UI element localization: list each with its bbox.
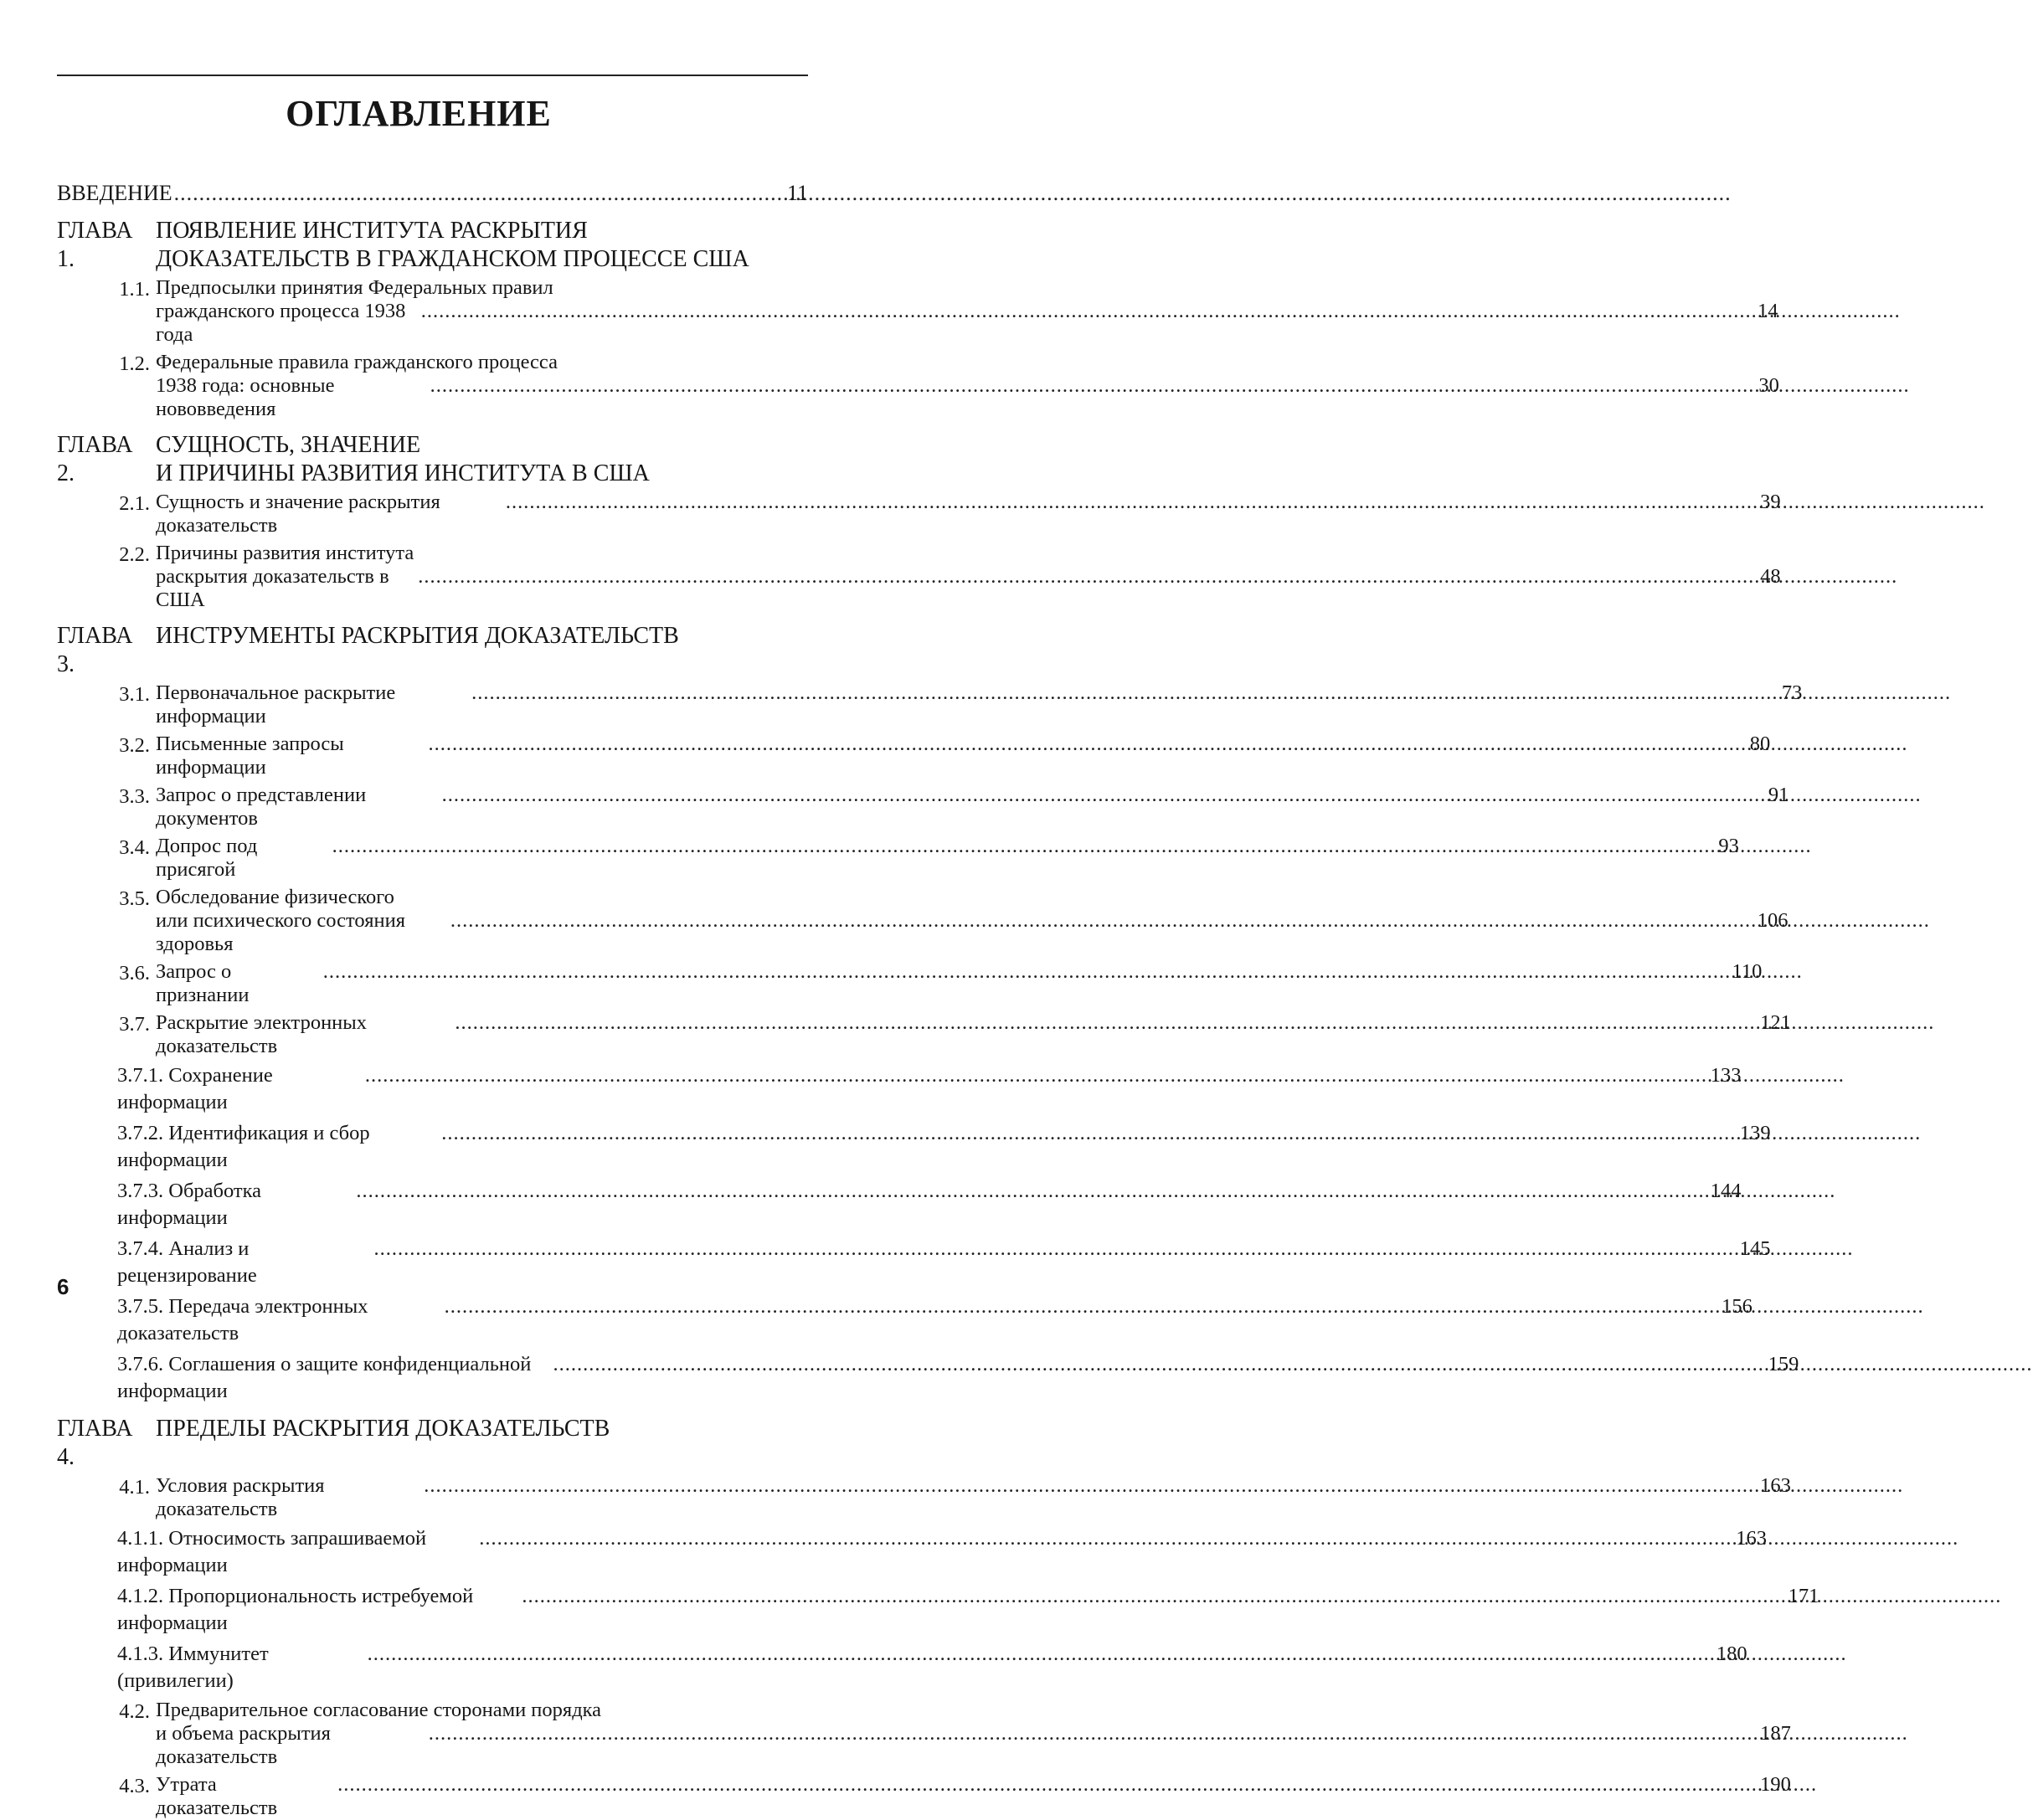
toc-item-body bbox=[156, 491, 1781, 537]
toc-item-text: Утрата доказательств bbox=[156, 1773, 278, 1819]
toc-item-text: Раскрытие электронных доказательств bbox=[156, 1011, 367, 1057]
toc-item-number: 3.4. bbox=[119, 836, 150, 859]
toc-item-text: 1938 года: основные нововведения bbox=[156, 374, 335, 420]
toc-item-page: 110 bbox=[1732, 960, 1763, 983]
toc-item bbox=[57, 542, 1781, 612]
toc-item-number: 3.3. bbox=[119, 785, 150, 808]
chapter-heading bbox=[57, 431, 808, 488]
chapter-title bbox=[156, 1415, 808, 1472]
toc-item-body bbox=[156, 681, 1802, 728]
toc-item-body bbox=[156, 1699, 1791, 1769]
toc-item bbox=[57, 491, 1781, 537]
toc-item-line bbox=[156, 1722, 1791, 1769]
toc-item bbox=[57, 351, 1779, 421]
toc-item-text: гражданского процесса 1938 года bbox=[156, 300, 406, 346]
toc-item-page: 80 bbox=[1749, 733, 1771, 755]
toc-subitem-page: 180 bbox=[1716, 1643, 1747, 1665]
toc-item-text: Обследование физического bbox=[156, 886, 394, 908]
toc-subitem-text: 3.7.2. Идентификация и сбор информации bbox=[117, 1122, 370, 1171]
toc-item-page: 106 bbox=[1757, 909, 1789, 932]
toc-item-line bbox=[156, 960, 1762, 1007]
header-rule bbox=[57, 75, 808, 76]
toc-subitem-line bbox=[117, 1293, 1752, 1347]
toc-subitem bbox=[57, 1236, 1771, 1289]
toc-item-page: 93 bbox=[1718, 835, 1739, 857]
toc-item-text: Письменные запросы информации bbox=[156, 733, 344, 779]
chapter-title-line: ДОКАЗАТЕЛЬСТВ В ГРАЖДАНСКОМ ПРОЦЕССЕ США bbox=[156, 246, 749, 272]
chapter-title-line: И ПРИЧИНЫ РАЗВИТИЯ ИНСТИТУТА В США bbox=[156, 460, 650, 486]
toc-item-number: 3.1. bbox=[119, 683, 150, 706]
toc-item-page: 91 bbox=[1768, 784, 1789, 806]
toc-item-page: 30 bbox=[1758, 374, 1779, 397]
chapter-heading bbox=[57, 1415, 808, 1472]
leader-dots bbox=[356, 1178, 1708, 1205]
toc-item bbox=[57, 886, 1789, 956]
toc-item bbox=[57, 1699, 1791, 1769]
toc-item-body bbox=[156, 351, 1779, 421]
leader-dots bbox=[174, 180, 785, 207]
toc-item-body bbox=[156, 1011, 1791, 1058]
leader-dots bbox=[428, 733, 1747, 756]
toc-item bbox=[57, 276, 1778, 347]
toc-item-page: 48 bbox=[1760, 565, 1781, 588]
toc-item-number: 3.2. bbox=[119, 734, 150, 757]
chapter-title bbox=[156, 217, 808, 274]
toc-item-text: Условия раскрытия доказательств bbox=[156, 1474, 325, 1520]
toc-subitem-text: 4.1.3. Иммунитет (привилегии) bbox=[117, 1643, 269, 1692]
leader-dots bbox=[424, 1474, 1758, 1498]
toc-item-body bbox=[156, 784, 1789, 830]
toc-item-number: 3.6. bbox=[119, 962, 150, 985]
page-title: ОГЛАВЛЕНИЕ bbox=[286, 93, 552, 134]
chapter-title bbox=[156, 622, 808, 679]
toc-subitem-line bbox=[117, 1583, 1819, 1637]
toc-item-number: 2.2. bbox=[119, 543, 150, 566]
chapter-title bbox=[156, 431, 808, 488]
toc-item-text: и объема раскрытия доказательств bbox=[156, 1722, 331, 1768]
chapter-heading bbox=[57, 622, 808, 679]
toc-item-page: 190 bbox=[1760, 1773, 1791, 1796]
toc-subitem-text: 3.7.4. Анализ и рецензирование bbox=[117, 1237, 257, 1287]
page-number: 6 bbox=[57, 1274, 69, 1299]
toc-item-body bbox=[156, 835, 1739, 882]
chapter-heading bbox=[57, 217, 808, 274]
table-of-contents bbox=[57, 180, 1819, 1820]
toc-item-text: Сущность и значение раскрытия доказательств bbox=[156, 491, 440, 537]
toc-item-page: 39 bbox=[1760, 491, 1781, 513]
toc-item-page: 121 bbox=[1760, 1011, 1791, 1034]
toc-item-text: Предпосылки принятия Федеральных правил bbox=[156, 276, 553, 299]
toc-subitem-text: 3.7.6. Соглашения о защите конфиденциальной информации bbox=[117, 1353, 532, 1402]
leader-dots bbox=[445, 1293, 1721, 1320]
toc-item-line bbox=[156, 491, 1781, 537]
toc-subitem-page: 156 bbox=[1722, 1295, 1752, 1318]
toc-subitem-line bbox=[117, 1641, 1747, 1694]
chapter-title-line: ИНСТРУМЕНТЫ РАСКРЫТИЯ ДОКАЗАТЕЛЬСТВ bbox=[156, 623, 679, 649]
toc-subitem bbox=[57, 1351, 1799, 1405]
toc-item-number: 3.7. bbox=[119, 1013, 150, 1036]
toc-item-number: 2.1. bbox=[119, 492, 150, 515]
toc-item-text: Первоначальное раскрытие информации bbox=[156, 681, 396, 727]
toc-subitem-text: 4.1.2. Пропорциональность истребуемой информации bbox=[117, 1585, 474, 1634]
toc-item-text: раскрытия доказательств в США bbox=[156, 565, 389, 611]
toc-intro-label: ВВЕДЕНИЕ bbox=[57, 181, 172, 205]
toc-item-text: Федеральные правила гражданского процесса bbox=[156, 351, 558, 373]
toc-item bbox=[57, 733, 1771, 779]
leader-dots bbox=[418, 565, 1758, 589]
toc-item-number: 4.1. bbox=[119, 1476, 150, 1499]
toc-item-line bbox=[156, 733, 1770, 779]
leader-dots bbox=[455, 1011, 1758, 1035]
leader-dots bbox=[429, 1722, 1758, 1745]
toc-subitem bbox=[57, 1293, 1752, 1347]
toc-subitem bbox=[57, 1583, 1819, 1637]
toc-item-line bbox=[156, 681, 1802, 728]
toc-subitem bbox=[57, 1120, 1771, 1174]
toc-subitem-line bbox=[117, 1351, 1799, 1405]
toc-subitem-text: 3.7.3. Обработка информации bbox=[117, 1180, 262, 1229]
leader-dots bbox=[374, 1236, 1738, 1262]
toc-item-body bbox=[156, 1773, 1791, 1820]
toc-subitem bbox=[57, 1641, 1747, 1694]
leader-dots bbox=[323, 960, 1731, 984]
toc-item-body bbox=[156, 1474, 1791, 1521]
toc-subitem-page: 144 bbox=[1710, 1180, 1742, 1202]
toc-subitem-page: 145 bbox=[1739, 1237, 1771, 1260]
toc-item-number: 1.2. bbox=[119, 352, 150, 375]
leader-dots bbox=[442, 784, 1767, 807]
toc-subitem bbox=[57, 1178, 1742, 1231]
chapter-label: ГЛАВА 1. bbox=[57, 218, 133, 272]
toc-item-line bbox=[156, 835, 1739, 882]
toc-item-number: 4.3. bbox=[119, 1775, 150, 1797]
toc-item-text: Запрос о представлении документов bbox=[156, 784, 367, 830]
toc-item-page: 163 bbox=[1760, 1474, 1791, 1497]
toc-subitem-line bbox=[117, 1236, 1770, 1289]
toc-item-line bbox=[156, 784, 1789, 830]
toc-item-body bbox=[156, 886, 1788, 956]
toc-subitem-text: 3.7.1. Сохранение информации bbox=[117, 1064, 273, 1113]
toc-subitem-page: 171 bbox=[1788, 1585, 1819, 1607]
chapter-title-line: СУЩНОСТЬ, ЗНАЧЕНИЕ bbox=[156, 432, 421, 458]
toc-intro-page: 11 bbox=[786, 181, 808, 205]
toc-subitem-line bbox=[117, 1120, 1771, 1174]
toc-item-body bbox=[156, 733, 1770, 779]
toc-subitem-text: 4.1.1. Относимость запрашиваемой информации bbox=[117, 1527, 427, 1576]
leader-dots bbox=[506, 491, 1758, 514]
leader-dots bbox=[337, 1773, 1758, 1797]
chapter-list bbox=[57, 217, 1819, 1820]
toc-item-page: 14 bbox=[1758, 300, 1778, 322]
toc-item-line bbox=[156, 374, 1779, 421]
chapter-label: ГЛАВА 3. bbox=[57, 623, 133, 677]
toc-item-body bbox=[156, 276, 1778, 347]
toc-item-number: 1.1. bbox=[119, 278, 150, 301]
leader-dots bbox=[430, 374, 1758, 398]
leader-dots bbox=[368, 1641, 1715, 1668]
toc-subitem-text: 3.7.5. Передача электронных доказательств bbox=[117, 1295, 368, 1344]
toc-item-line bbox=[156, 1773, 1791, 1820]
leader-dots bbox=[421, 300, 1756, 323]
toc-item-line bbox=[156, 565, 1781, 612]
toc-item-line bbox=[156, 1474, 1791, 1521]
toc-subitem-page: 159 bbox=[1768, 1353, 1799, 1375]
toc-item-text: или психического состояния здоровья bbox=[156, 909, 405, 955]
toc-subitem-page: 163 bbox=[1736, 1527, 1768, 1550]
leader-dots bbox=[365, 1062, 1709, 1089]
leader-dots bbox=[450, 909, 1756, 933]
toc-item bbox=[57, 960, 1763, 1007]
toc-item bbox=[57, 835, 1739, 882]
toc-item bbox=[57, 681, 1803, 728]
toc-item bbox=[57, 1011, 1791, 1058]
toc-item-body bbox=[156, 960, 1762, 1007]
leader-dots bbox=[471, 681, 1780, 705]
chapter-title-line: ПРЕДЕЛЫ РАСКРЫТИЯ ДОКАЗАТЕЛЬСТВ bbox=[156, 1416, 610, 1442]
toc-subitem-page: 139 bbox=[1739, 1122, 1771, 1144]
toc-item-text: Запрос о признании bbox=[156, 960, 250, 1006]
leader-dots bbox=[553, 1351, 1767, 1378]
toc-subitem bbox=[57, 1525, 1768, 1579]
toc-item-body bbox=[156, 542, 1781, 612]
leader-dots bbox=[332, 835, 1717, 858]
leader-dots bbox=[441, 1120, 1738, 1147]
toc-item-line bbox=[156, 1011, 1791, 1058]
toc-item bbox=[57, 1474, 1791, 1521]
toc-item-text: Предварительное согласование сторонами порядка bbox=[156, 1699, 602, 1721]
toc-item bbox=[57, 784, 1789, 830]
toc-item-page: 73 bbox=[1781, 681, 1803, 704]
leader-dots bbox=[479, 1525, 1734, 1552]
toc-item-text: Причины развития института bbox=[156, 542, 414, 564]
leader-dots bbox=[522, 1583, 1786, 1610]
toc-subitem-line bbox=[117, 1062, 1742, 1116]
toc-item-line bbox=[156, 300, 1778, 347]
toc-subitem bbox=[57, 1062, 1742, 1116]
chapter-label: ГЛАВА 4. bbox=[57, 1416, 133, 1470]
toc-item-page: 187 bbox=[1760, 1722, 1791, 1745]
toc-subitem-line bbox=[117, 1525, 1767, 1579]
toc-item-number: 4.2. bbox=[119, 1700, 150, 1723]
toc-item-number: 3.5. bbox=[119, 887, 150, 910]
toc-item-text: Допрос под присягой bbox=[156, 835, 258, 881]
toc-intro bbox=[57, 180, 808, 207]
chapter-title-line: ПОЯВЛЕНИЕ ИНСТИТУТА РАСКРЫТИЯ bbox=[156, 218, 588, 244]
chapter-label: ГЛАВА 2. bbox=[57, 432, 133, 486]
toc-subitem-page: 133 bbox=[1710, 1064, 1742, 1087]
toc-item bbox=[57, 1773, 1791, 1820]
toc-subitem-line bbox=[117, 1178, 1742, 1231]
toc-item-line bbox=[156, 909, 1788, 956]
